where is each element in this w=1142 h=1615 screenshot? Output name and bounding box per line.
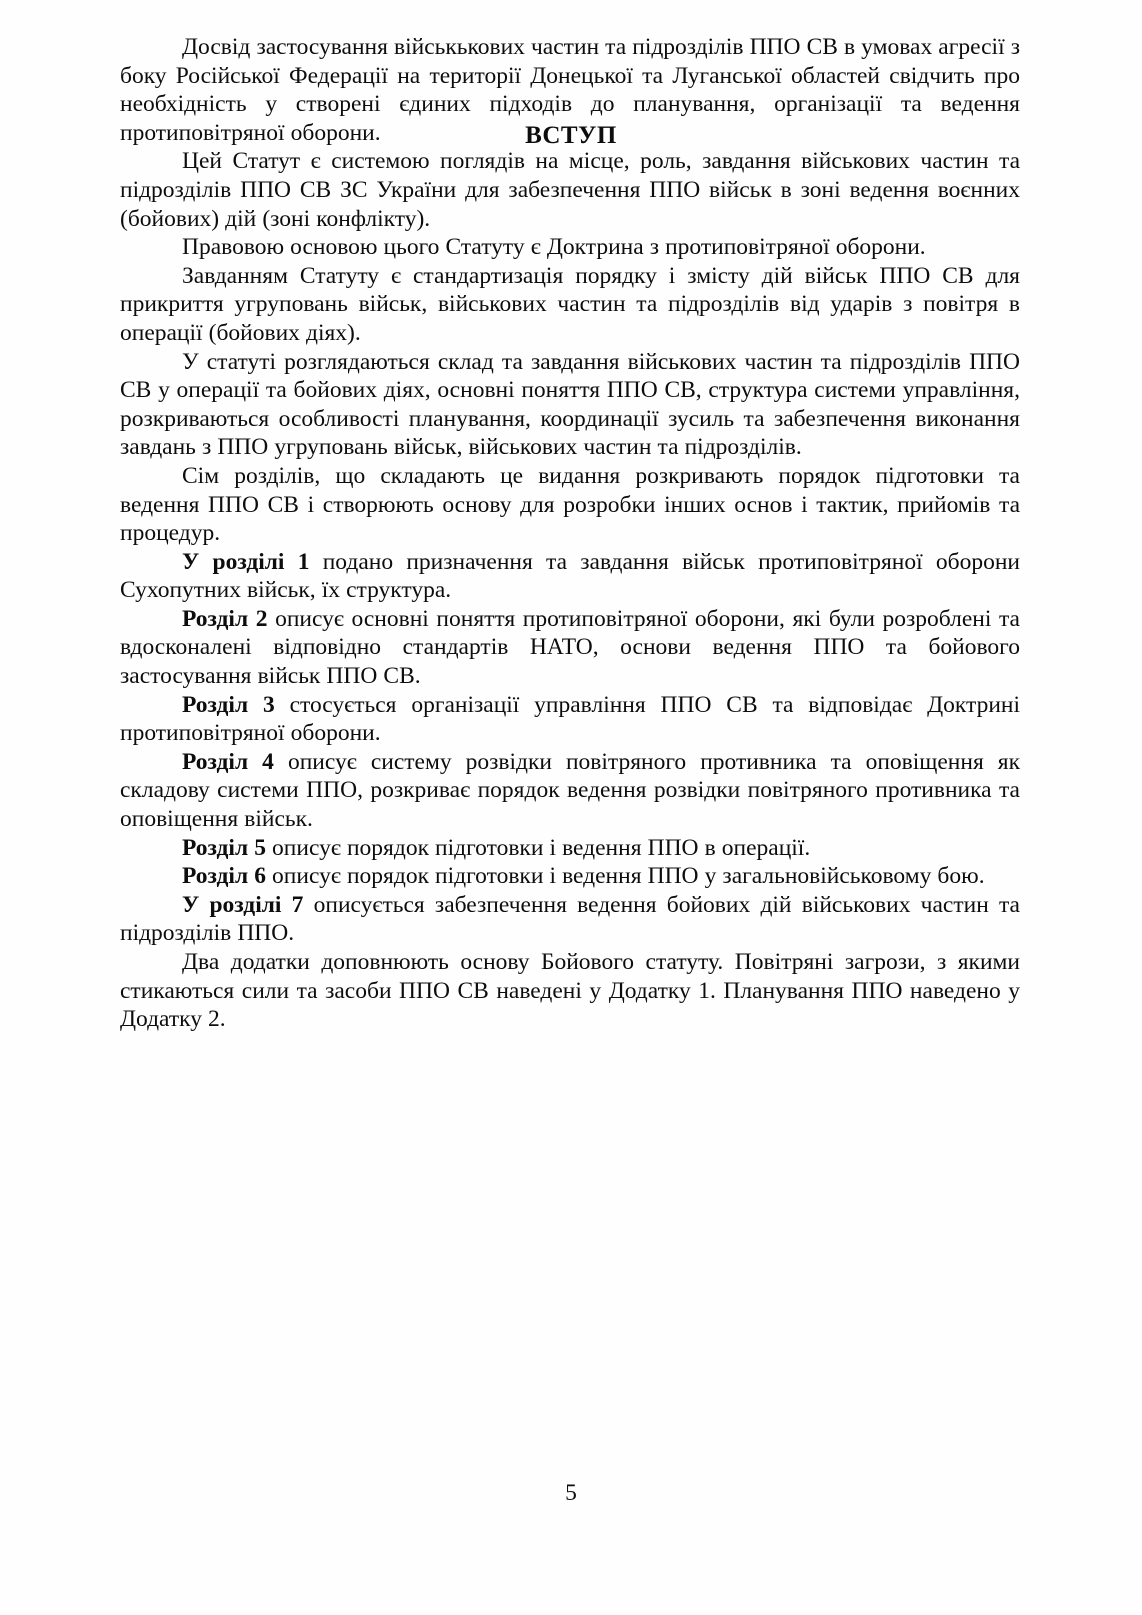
paragraph <box>120 462 1020 548</box>
section-marker: Розділ 5 <box>182 834 266 861</box>
paragraph-text: Правовою основою цього Статуту є Доктрина з протиповітряної оборони. <box>182 234 926 261</box>
paragraph <box>120 548 1020 605</box>
paragraph <box>120 891 1020 948</box>
section-marker: Розділ 4 <box>182 748 274 775</box>
paragraph-text: Сім розділів, що складають це видання розкривають порядок підготовки та ведення ППО СВ і створюють основу для розробки інших основ і тактик, прийомів та процедур. <box>120 462 1020 547</box>
paragraph <box>120 147 1020 233</box>
paragraph <box>120 33 1020 147</box>
paragraph-text: описує систему розвідки повітряного противника та оповіщення як складову системи ППО, розкриває порядок ведення розвідки повітряного противника та оповіщення військ. <box>120 748 1021 833</box>
paragraph-text: подано призначення та завдання військ протиповітряної оборони Сухопутних військ, їх структура. <box>120 548 1020 604</box>
section-marker: У розділі 1 <box>182 548 310 575</box>
paragraph-text: стосується організації управління ППО СВ та відповідає Доктрині протиповітряної оборони. <box>120 691 1021 747</box>
section-marker: Розділ 3 <box>182 691 275 718</box>
paragraph-text: Цей Статут є системою поглядів на місце, роль, завдання військових частин та підрозділів ППО СВ ЗС України для забезпечення ППО військ в зоні ведення воєнних (бойових) дій (зоні конфлікту). <box>120 148 1020 232</box>
paragraph-text: Два додатки доповнюють основу Бойового статуту. Повітряні загрози, з якими стикаються сили та засоби ППО СВ наведені у Додатку 1. Планування ППО наведено у Додатку 2. <box>120 949 1020 1033</box>
paragraph-text: Досвід застосування військькових частин та підрозділів ППО СВ в умовах агресії з боку Російської Федерації на території Донецької та Луганської областей свідчить про необхідність у створені єдиних підходів до планування, організації та ведення протиповітряної оборони. <box>120 34 1020 146</box>
page-number: 5 <box>565 1480 577 1506</box>
paragraph <box>120 605 1020 691</box>
paragraph-text: описує порядок підготовки і ведення ППО у загальновійськовому бою. <box>265 863 985 890</box>
paragraph <box>120 948 1020 1034</box>
paragraph-text: У статуті розглядаються склад та завдання військових частин та підрозділів ППО СВ у операції та бойових діях, основні поняття ППО СВ, структура системи управління, розкриваються особливості планування, координації зусиль та забезпечення виконання завдань з ППО угруповань військ, військових частин та підрозділів. <box>120 348 1020 461</box>
paragraph <box>120 834 1020 863</box>
paragraph-list <box>120 33 1020 1034</box>
paragraph <box>120 862 1020 891</box>
section-marker: Розділ 6 <box>182 863 266 890</box>
section-marker: Розділ 2 <box>182 605 268 632</box>
paragraph <box>120 233 1020 262</box>
section-marker: У розділі 7 <box>182 891 304 918</box>
paragraph <box>120 348 1020 462</box>
paragraph-text: описує порядок підготовки і ведення ППО в операції. <box>265 834 811 861</box>
paragraph-text: описується забезпечення ведення бойових дій військових частин та підрозділів ППО. <box>120 891 1020 947</box>
paragraph-text: описує основні поняття протиповітряної оборони, які були розроблені та вдосконалені відповідно стандартів НАТО, основи ведення ППО та бойового застосування військ ППО СВ. <box>120 605 1020 690</box>
paragraph <box>120 262 1020 348</box>
paragraph-text: Завданням Статуту є стандартизація порядку і змісту дій військ ППО СВ для прикриття угруповань військ, військових частин та підрозділів від ударів з повітря в операції (бойових діях). <box>120 262 1020 346</box>
page-title: ВСТУП <box>525 122 617 149</box>
paragraph <box>120 691 1020 748</box>
document-body <box>120 0 1020 1034</box>
paragraph <box>120 748 1020 834</box>
